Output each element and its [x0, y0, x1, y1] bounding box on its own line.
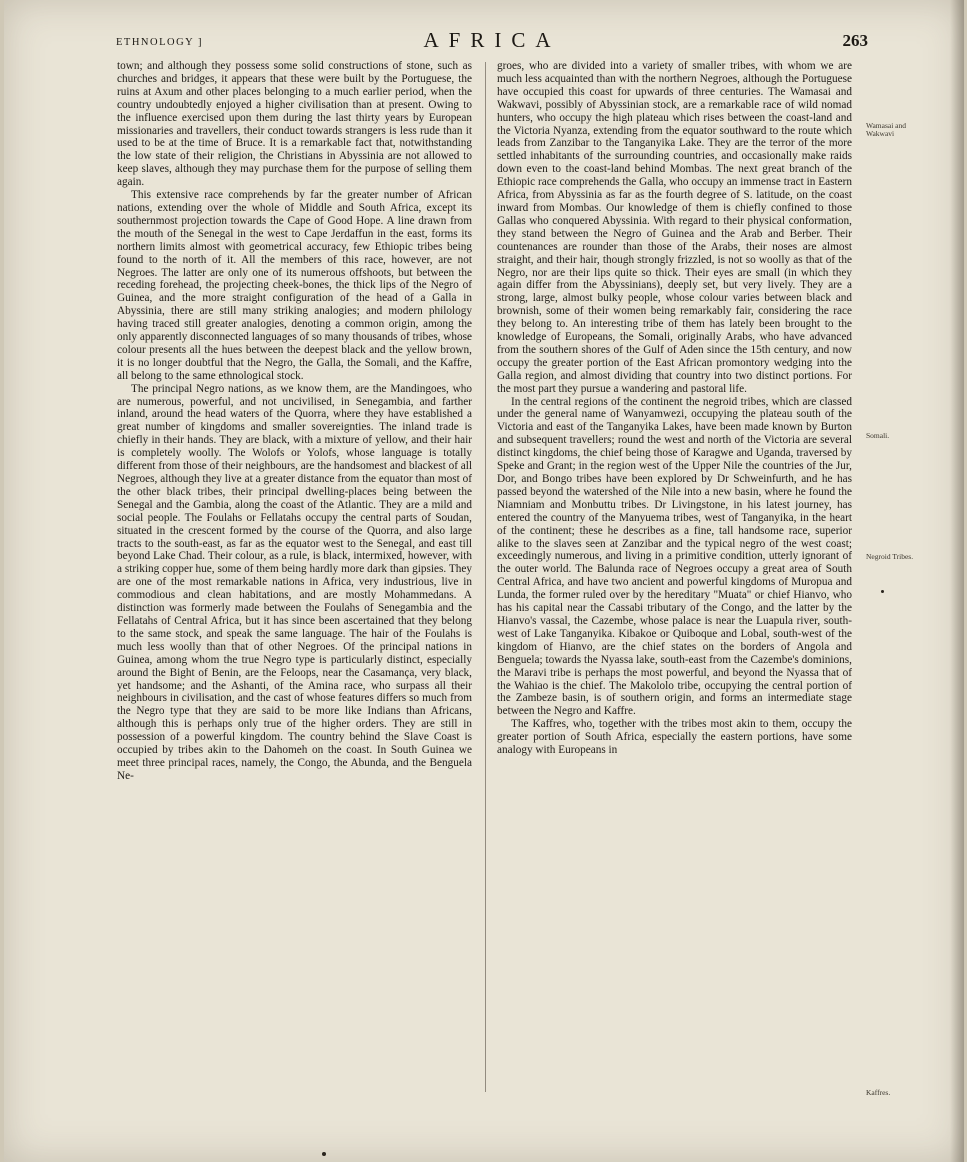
paragraph: In the central regions of the continent the negroid tribes, which are classed under the general name of Wanyamwezi, occupying the plateau south of the Victoria and east of the Tanganyika Lakes, have been made known by Burton and subsequent travellers; round the west and north of the Victoria are several distinct kingdoms, the chief being those of Karagwe and Uganda, traversed by Speke and Grant; in the region west of the Upper Nile the countries of the Jur, Dor, and Bongo tribes have been explored by Dr Schweinfurth, and he has passed beyond the watershed of the Nile into a new basin, where he found the Niamniam and Monbuttu tribes. Dr Livingstone, in his latest journey, has entered the country of the Manyuema tribes, west of Tanganyika, in the heart of the continent; these he describes as a fine, tall handsome race, superior alike to the slaves seen at Zanzibar and the typical negro of the west coast; exceedingly numerous, and living in a primitive condition, utterly ignorant of the outer world. The Balunda race of Negroes occupy a great area of South Central Africa, and have two ancient and powerful kingdoms of Muropua and Lunda, the former ruled over by the hereditary "Muata" or chief Hianvo, who has his capital near the Cassabi tributary of the Congo, and the latter by the Hianvo's vassal, the Cazembe, whose palace is near the Luapula river, south-west of Lake Tanganyika. Kibakoe or Quiboque and Lobal, south-west of the kingdom of Hianvo, are the chief states on the borders of Angola and Benguela; towards the Nyassa lake, south-east from the Cazembe's dominions, the Maravi tribe is perhaps the most powerful, and beyond the Nyassa that of the Wahiao is the chief. The Makololo tribe, occupying the central portion of the Zambeze basin, is of southern origin, and forms an intermediate stage between the Negro and Kaffre.	[497, 395, 852, 718]
page-header	[116, 28, 868, 58]
page-edge-shadow	[950, 0, 964, 1162]
margin-note: Wamasai and Wakwavi	[866, 121, 907, 138]
page-number: 263	[842, 31, 868, 50]
paragraph: groes, who are divided into a variety of smaller tribes, with whom we are much less acquainted than with the northern Negroes, although the Portuguese have occupied this coast for upwards of three centuries. The Wamasai and Wakwavi, possibly of Abyssinian stock, are a remarkable race of wild nomad hunters, who occupy the high plateau which rises between the coast-land and the Victoria Nyanza, extending from the equator southward to the route which leads from Zanzibar to the Tanganyika Lake. They are the terror of the more settled inhabitants of the surrounding countries, and occasionally make raids down even to the coast-land behind Mombas. The next great branch of the Ethiopic race comprehends the Galla, who occupy an immense tract in Eastern Africa, from Abyssinia as far as the fourth degree of S. latitude, on the coast inward from Mombas. Our knowledge of them is chiefly confined to those Gallas who conquered Abyssinia. With regard to their physical conformation, they stand between the Negro of Guinea and the Arab and Berber. Their countenances are rounder than those of the Arabs, their noses are almost straight, and their hair, though strongly frizzled, is not so woolly as that of the Negro, nor are their lips quite so thick. Their eyes are small (in which they again differ from the Abyssinians), deeply set, but very lively. They are a strong, large, almost bulky people, whose colour varies between black and brownish, some of their women being remarkably fair, considering the race they belong to. An interesting tribe of them has lately been brought to the knowledge of Europeans, the Somali, originally Arabs, who have advanced from the southern shores of the Gulf of Aden since the 15th century, and now occupy the greater portion of the East African promontory wedging into the Galla region, and almost dividing that country into two distinct portions. For the most part they pursue a wandering and pastoral life.	[497, 60, 852, 395]
margin-note: Kaffres.	[866, 1088, 891, 1097]
running-section-title: ETHNOLOGY ]	[116, 37, 203, 48]
paragraph: This extensive race comprehends by far the greater number of African nations, extending over the whole of Middle and South Africa, except its southernmost projection towards the Cape of Good Hope. A line drawn from the mouth of the Senegal in the west to Cape Jerdaffun in the east, forms its northern limits almost with geometrical accuracy, few Ethiopic tribes being found to the north of it. All the members of this race, however, are not Negroes. The latter are only one of its numerous offshoots, but between the receding forehead, the projecting cheek-bones, the thick lips of the Negro of Guinea, and the more straight configuration of the head of a Galla in Abyssinia, there are still many striking analogies; and modern philology having traced still greater analogies, denoting a common origin, among the only apparently disconnected languages of so many thousands of tribes, whose colour presents all the hues between the deepest black and the yellow brown, it is no longer doubtful that the Negro, the Galla, the Somali, and the Kaffre, all belong to the same ethnological stock.	[117, 189, 472, 382]
column-divider	[485, 62, 486, 1092]
margin-note: Somali.	[866, 431, 890, 440]
left-text-column	[117, 60, 472, 783]
right-text-column	[497, 60, 852, 757]
page-title: AFRICA	[423, 28, 561, 52]
paragraph: The principal Negro nations, as we know them, are the Mandingoes, who are numerous, powerful, and not uncivilised, in Senegambia, and farther inland, around the head waters of the Quorra, where they have established a great number of kingdoms and smaller sovereignties. The inland trade is chiefly in their hands. They are black, with a mixture of yellow, and their hair is completely woolly. The Wolofs or Yolofs, whose language is totally different from those of their neighbours, are the handsomest and blackest of all Negroes, although they live at a greater distance from the equator than most of the other black tribes, their principal dwelling-places being between the Senegal and the Gambia, along the coast of the Atlantic. They are a mild and social people. The Foulahs or Fellatahs occupy the central parts of Soudan, situated in the crescent formed by the course of the Quorra, and also large tracts to the south-east, as far as the equator west to the Senegal, and east till beyond Lake Chad. Their colour, as a rule, is black, intermixed, however, with a striking copper hue, some of them being hardly more dark than gipsies. They are one of the most remarkable nations in Africa, very industrious, live in commodious and clean habitations, and are mostly Mohammedans. A distinction was formerly made between the Foulahs of Senegambia and the Fellatahs of Central Africa, but it has since been ascertained that they belong to the same stock, and speak the same language. The hair of the Foulahs is much less woolly than that of other Negroes. Of the principal nations in Guinea, among whom the true Negro type is particularly distinct, especially around the Bight of Benin, are the Feloops, near the Casamança, very black, yet handsome; and the Ashanti, of the Amina race, who surpass all their neighbours in civilisation, and the cast of whose features differs so much from the Negro type that they are said to be more like Indians than Africans, although this is perhaps only true of the higher orders. They are still in possession of a powerful kingdom. The country behind the Slave Coast is occupied by tribes akin to the Dahomeh on the coast. In South Guinea we meet three principal races, namely, the Congo, the Abunda, and the Benguela Ne-	[117, 382, 472, 782]
margin-note: Negroid Tribes.	[866, 552, 914, 561]
book-page	[4, 0, 964, 1162]
ink-speck	[322, 1152, 326, 1156]
ink-speck	[881, 590, 884, 593]
paragraph: town; and although they possess some solid constructions of stone, such as churches and bridges, it appears that these were built by the Portuguese, the ruins at Axum and other places belonging to a much earlier period, when the country undoubtedly enjoyed a higher civilisation than at present. Owing to the influence exercised upon them during the last thirty years by European missionaries and travellers, their conduct towards strangers is less rude than it used to be at the time of Bruce. It is a remarkable fact that, notwithstanding the low state of their religion, the Christians in Abyssinia are not allowed to keep slaves, although they may purchase them for the purpose of selling them again.	[117, 60, 472, 189]
paragraph: The Kaffres, who, together with the tribes most akin to them, occupy the greater portion of South Africa, especially the eastern portions, have some analogy with Europeans in	[497, 718, 852, 757]
